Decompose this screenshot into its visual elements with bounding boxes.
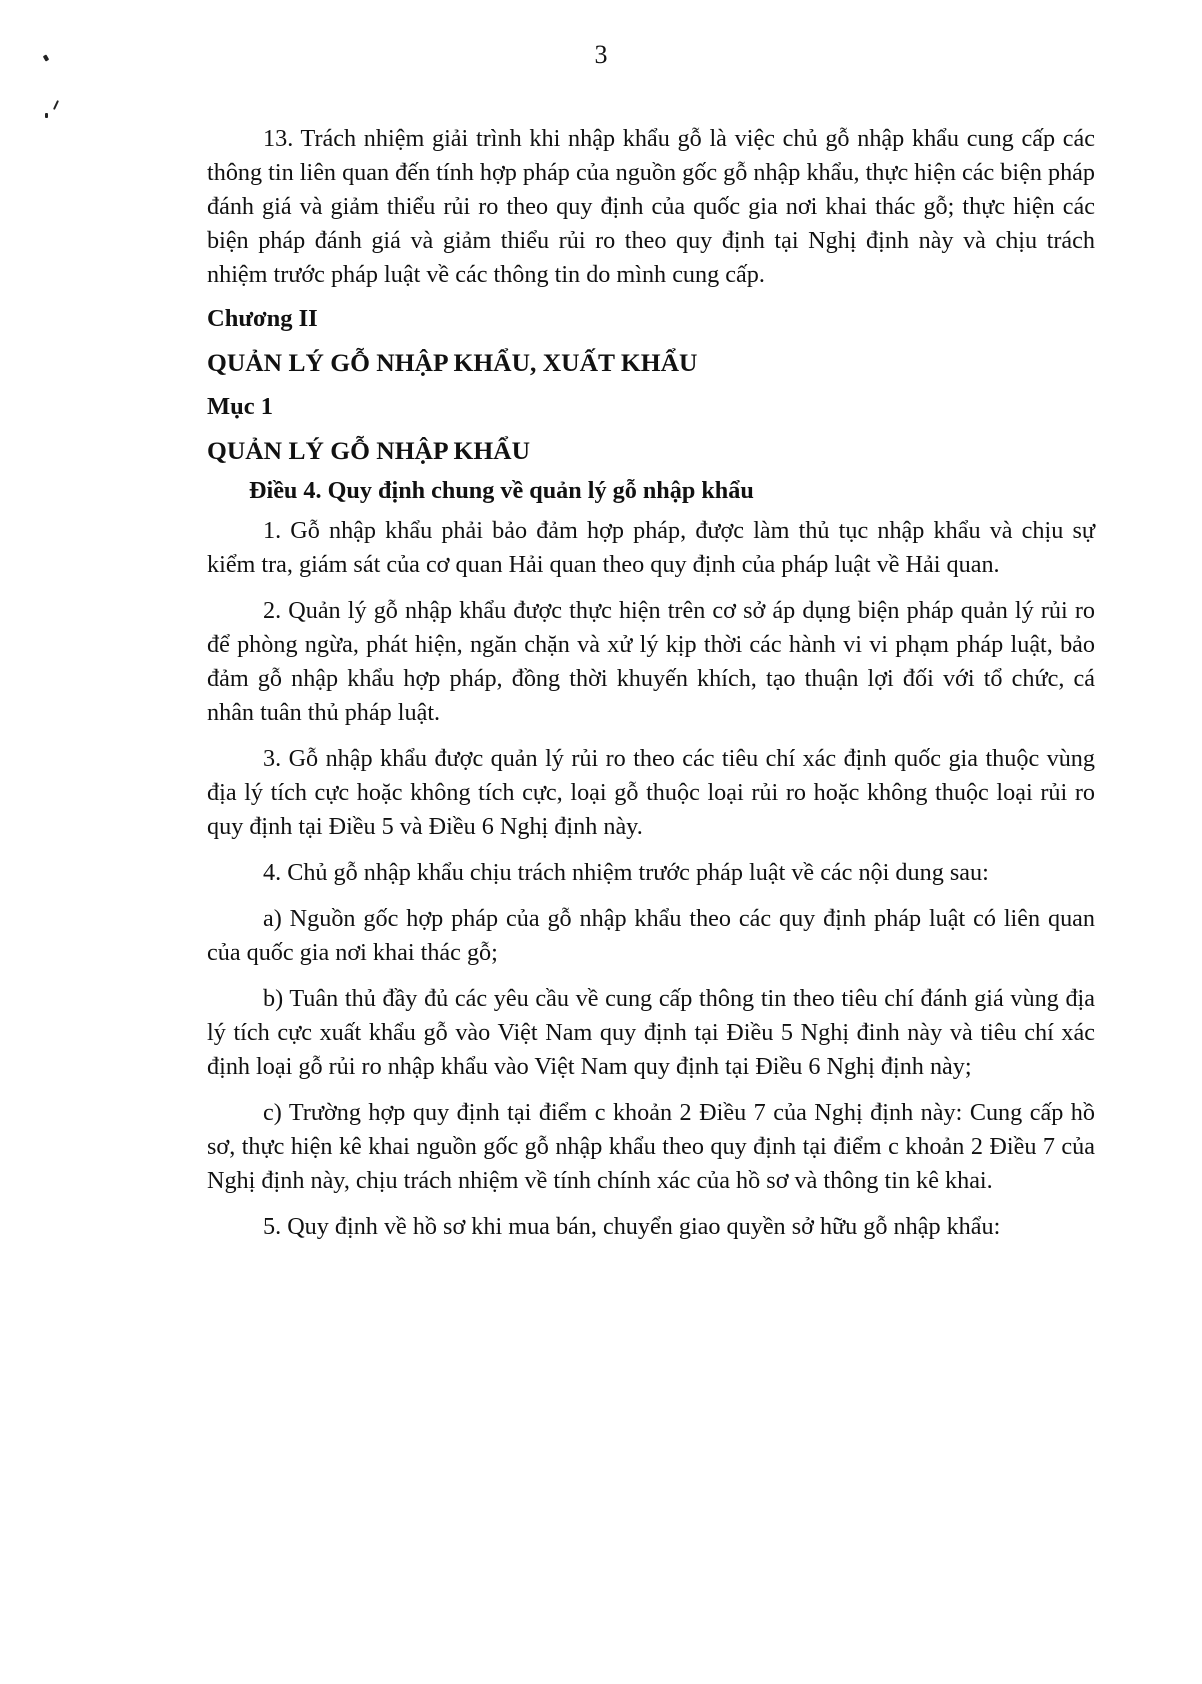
scan-artifact [45,113,48,118]
chapter-title: QUẢN LÝ GỖ NHẬP KHẨU, XUẤT KHẨU [207,348,698,377]
paragraph-13: 13. Trách nhiệm giải trình khi nhập khẩu gỗ là việc chủ gỗ nhập khẩu cung cấp các thông tin liên quan đến tính hợp pháp của nguồn gốc gỗ nhập khẩu, thực hiện các biện pháp đánh giá và giảm thiểu rủi ro theo quy định của quốc gia nơi khai thác gỗ; thực hiện các biện pháp đánh giá và giảm thiểu rủi ro theo quy định tại Nghị định này và chịu trách nhiệm trước pháp luật về các thông tin do mình cung cấp. [207,125,1095,288]
point-c: c) Trường hợp quy định tại điểm c khoản 2 Điều 7 của Nghị định này: Cung cấp hồ sơ, thực hiện kê khai nguồn gốc gỗ nhập khẩu theo quy định tại điểm c khoản 2 Điều 7 của Nghị định này, chịu trách nhiệm về tính chính xác của hồ sơ và thông tin kê khai. [207,1099,1095,1194]
scan-artifact [53,100,59,110]
clause-4: 4. Chủ gỗ nhập khẩu chịu trách nhiệm trước pháp luật về các nội dung sau: [263,859,989,886]
point-b: b) Tuân thủ đầy đủ các yêu cầu về cung cấp thông tin theo tiêu chí đánh giá vùng địa lý tích cực xuất khẩu gỗ vào Việt Nam quy định tại Điều 5 Nghị đinh này và tiêu chí xác định loại gỗ rủi ro nhập khẩu vào Việt Nam quy định tại Điều 6 Nghị định này; [207,985,1095,1080]
page-number: 3 [594,40,608,69]
point-a: a) Nguồn gốc hợp pháp của gỗ nhập khẩu theo các quy định pháp luật có liên quan của quốc gia nơi khai thác gỗ; [207,905,1095,966]
section-label: Mục 1 [207,393,273,420]
article-title: Điều 4. Quy định chung về quản lý gỗ nhập khẩu [249,477,754,504]
chapter-label: Chương II [207,305,318,332]
clause-3: 3. Gỗ nhập khẩu được quản lý rủi ro theo các tiêu chí xác định quốc gia thuộc vùng địa lý tích cực hoặc không tích cực, loại gỗ thuộc loại rủi ro hoặc không thuộc loại rủi ro quy định tại Điều 5 và Điều 6 Nghị định này. [207,745,1095,840]
section-title: QUẢN LÝ GỖ NHẬP KHẨU [207,436,531,465]
clause-5: 5. Quy định về hồ sơ khi mua bán, chuyển giao quyền sở hữu gỗ nhập khẩu: [263,1213,1001,1240]
clause-1: 1. Gỗ nhập khẩu phải bảo đảm hợp pháp, được làm thủ tục nhập khẩu và chịu sự kiểm tra, giám sát của cơ quan Hải quan theo quy định của pháp luật về Hải quan. [207,517,1095,578]
clause-2: 2. Quản lý gỗ nhập khẩu được thực hiện trên cơ sở áp dụng biện pháp quản lý rủi ro để phòng ngừa, phát hiện, ngăn chặn và xử lý kịp thời các hành vi vi phạm pháp luật, bảo đảm gỗ nhập khẩu hợp pháp, đồng thời khuyến khích, tạo thuận lợi đối với tổ chức, cá nhân tuân thủ pháp luật. [207,597,1095,726]
document-body [207,122,1095,1244]
